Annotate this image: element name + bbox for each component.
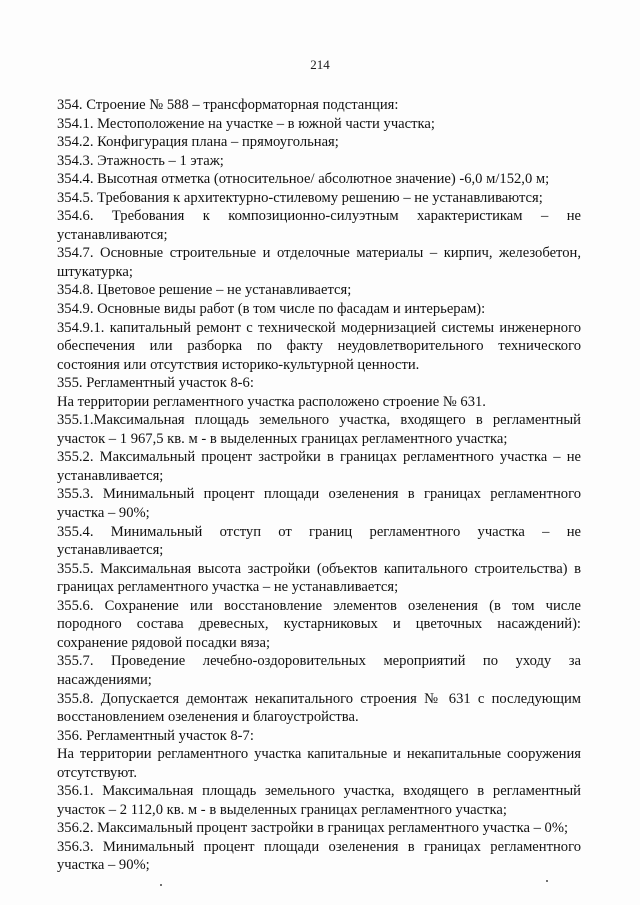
- page-number: 214: [310, 57, 330, 72]
- paragraph: 356.1. Максимальная площадь земельного участка, входящего в регламентный участок – 2 112,0 кв. м - в выделенных границах регламентного участка;: [57, 783, 581, 818]
- paragraph: 354.9.1. капитальный ремонт с технической модернизацией системы инженерного обеспечения или разборка по факту неудовлетворительного технического состояния или отсутствия историко-культурной ценности.: [57, 319, 581, 373]
- paragraph: 356.2. Максимальный процент застройки в границах регламентного участка – 0%;: [57, 820, 569, 837]
- paragraph: 355.3. Минимальный процент площади озеленения в границах регламентного участка – 90%;: [57, 486, 581, 522]
- paragraph: На территории регламентного участка капитальные и некапитальные сооружения отсутствуют.: [57, 746, 581, 781]
- paragraph: На территории регламентного участка расположено строение № 631.: [57, 393, 486, 410]
- paragraph: 354.5. Требования к архитектурно-стилевому решению – не устанавливаются;: [57, 189, 543, 206]
- paragraph: 355.5. Максимальная высота застройки (объектов капитального строительства) в границах регламентного участка – не устанавливается;: [57, 560, 581, 596]
- section-heading: 356. Регламентный участок 8-7:: [57, 727, 254, 744]
- paragraph: 354.4. Высотная отметка (относительное/ абсолютное значение) -6,0 м/152,0 м;: [57, 171, 550, 188]
- paragraph: 354.8. Цветовое решение – не устанавливается;: [57, 282, 352, 299]
- scan-speck: [160, 884, 162, 886]
- paragraph: 354.6. Требования к композиционно-силуэтным характеристикам – не устанавливаются;: [57, 208, 581, 243]
- scan-speck: [546, 880, 548, 882]
- section-heading: 355. Регламентный участок 8-6:: [57, 375, 254, 392]
- paragraph: 355.6. Сохранение или восстановление элементов озеленения (в том числе породного состава древесных, кустарниковых и цветочных насаждений): сохранение рядовой посадки вяза;: [57, 597, 581, 651]
- paragraph: 355.1.Максимальная площадь земельного участка, входящего в регламентный участок – 1 967,5 кв. м - в выделенных границах регламентного участка;: [57, 412, 581, 447]
- paragraph: 354. Строение № 588 – трансформаторная подстанция:: [57, 97, 399, 113]
- paragraph: 354.2. Конфигурация плана – прямоугольная;: [57, 134, 339, 151]
- paragraph: 354.3. Этажность – 1 этаж;: [57, 152, 224, 169]
- paragraph: 356.3. Минимальный процент площади озеленения в границах регламентного участка – 90%;: [57, 838, 581, 874]
- paragraph: 354.1. Местоположение на участке – в южной части участка;: [57, 115, 435, 132]
- paragraph: 354.7. Основные строительные и отделочные материалы – кирпич, железобетон, штукатурка;: [57, 245, 581, 280]
- paragraph: 355.2. Максимальный процент застройки в границах регламентного участка – не устанавливается;: [57, 449, 581, 484]
- paragraph: 355.7. Проведение лечебно-оздоровительных мероприятий по уходу за насаждениями;: [57, 653, 581, 688]
- paragraph: 355.4. Минимальный отступ от границ регламентного участка – не устанавливается;: [57, 523, 581, 559]
- paragraph: 355.8. Допускается демонтаж некапитального строения № 631 с последующим восстановлением озеленения и благоустройства.: [57, 690, 581, 726]
- document-body: [57, 96, 581, 875]
- paragraph: 354.9. Основные виды работ (в том числе по фасадам и интерьерам):: [57, 301, 486, 318]
